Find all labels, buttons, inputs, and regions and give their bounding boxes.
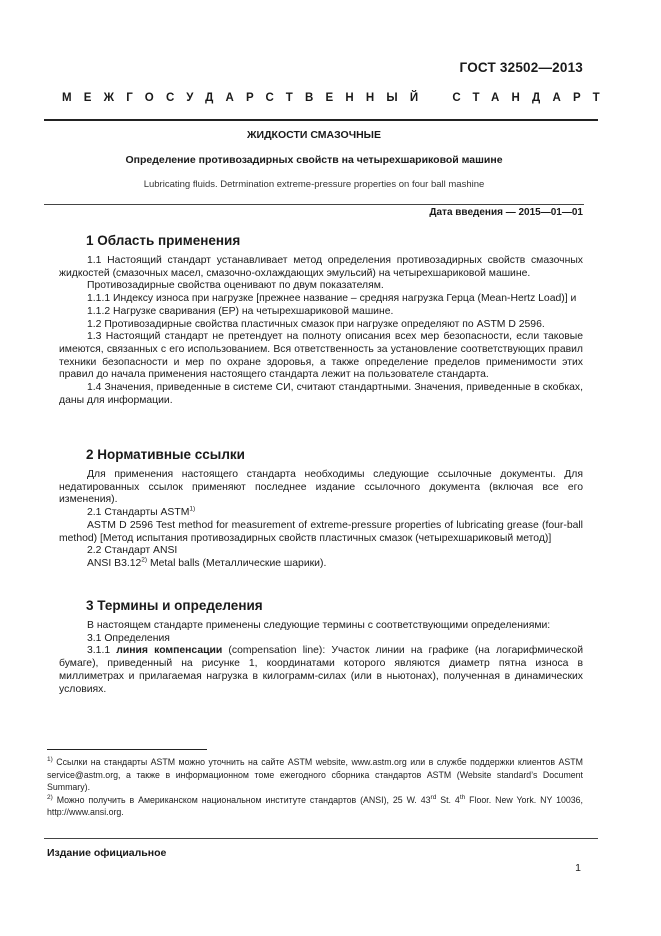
footnote-text: St. 4 — [436, 794, 460, 805]
paragraph: 1.4 Значения, приведенные в системе СИ, считают стандартными. Значения, приведенные в скобках, даны для информации. — [59, 382, 583, 406]
header-rule — [44, 119, 598, 121]
footnote-text: Можно получить в Американском национальном институте стандартов (ANSI), 25 W. 43 — [52, 794, 431, 805]
footnote-text: Ссылки на стандарты ASTM можно уточнить на сайте ASTM website, www.astm.org или в службе поддержки клиентов ASTM service@astm.org, а также в информационном томе ежегодного сборника стандартов ASTM (Website standard’s Document Summary). — [47, 757, 583, 793]
paragraph: Для применения настоящего стандарта необходимы следующие ссылочные документы. Для недатированных ссылок применяют последнее издание ссылочного документа (включая все его изменения). — [59, 469, 583, 506]
ordinal-suffix: rd — [430, 793, 437, 801]
footnote-ref: 2) — [141, 556, 148, 564]
paragraph — [59, 558, 583, 571]
official-edition-label: Издание официальное — [47, 847, 167, 859]
introduction-date: Дата введения — 2015—01—01 — [429, 207, 583, 218]
section-1-heading: 1 Область применения — [86, 233, 241, 248]
footnotes — [47, 756, 583, 819]
interstate-standard-label — [62, 92, 612, 104]
section-3-heading: 3 Термины и определения — [86, 598, 263, 613]
footnote-text: Floor. New York. NY 10036, http://www.ansi.org. — [47, 794, 583, 818]
paragraph: 1.1 Настоящий стандарт устанавливает метод определения противозадирных свойств смазочных жидкостей (смазочных масел, смазочно-охлаждающих эмульсий) на четырехшариковой машине. — [59, 255, 583, 279]
standard-number: ГОСТ 32502—2013 — [459, 60, 583, 75]
standard-word: СТАНДАРТ — [452, 92, 612, 104]
document-subtitle: Определение противозадирных свойств на четырехшариковой машине — [125, 154, 503, 166]
paragraph: 1.2 Противозадирные свойства пластичных смазок при нагрузке определяют по ASTM D 2596. — [87, 318, 545, 330]
term-name: линия компенсации — [116, 645, 223, 657]
document-title: ЖИДКОСТИ СМАЗОЧНЫЕ — [247, 129, 381, 141]
section-2-heading: 2 Нормативные ссылки — [86, 447, 245, 462]
paragraph: 1.1.1 Индексу износа при нагрузке [прежнее название – средняя нагрузка Герца (Mean-Hertz Load)] и — [87, 293, 577, 305]
date-rule — [44, 204, 584, 205]
ansi-ref: ANSI B3.12 — [87, 557, 142, 569]
page-number: 1 — [575, 862, 581, 874]
section-2-body — [59, 469, 583, 571]
footer-rule — [44, 838, 598, 839]
footnote-2 — [47, 794, 583, 819]
section-1-body — [59, 255, 583, 407]
paragraph — [59, 645, 583, 696]
paragraph: ASTM D 2596 Test method for measurement of extreme-pressure properties of lubricating grease (four-ball method) [Метод испытания противозадирных свойств пластичных смазок (четырехшариковый метод)] — [59, 519, 583, 544]
footnote-ref: 1) — [189, 505, 196, 513]
section-3-body — [59, 620, 583, 696]
paragraph: 1.1.2 Нагрузке сваривания (ЕР) на четырехшариковой машине. — [87, 305, 394, 317]
interstate-word: МЕЖГОСУДАРСТВЕННЫЙ — [62, 92, 431, 104]
ansi-ref-title: Metal balls (Металлические шарики). — [147, 557, 327, 569]
paragraph — [59, 507, 583, 520]
paragraph: 2.2 Стандарт ANSI — [87, 545, 178, 557]
term-definition: (compensation line): Участок линии на графике (на логарифмической бумаге), приведенный на рисунке 1, координатами которого являются диаметр пятна износа в миллиметрах и прилагаемая нагрузка в килограмм-силах (или в ньютонах), полученная в динамических условиях. — [59, 645, 583, 695]
footnote-mark: 2) — [47, 793, 53, 801]
footnote-mark: 1) — [47, 756, 53, 764]
paragraph: В настоящем стандарте применены следующие термины с соответствующими определениями: — [87, 620, 551, 631]
footnote-rule — [47, 749, 207, 750]
astm-standards-label: 2.1 Стандарты ASTM — [87, 507, 190, 519]
english-title: Lubricating fluids. Detrmination extreme-pressure properties on four ball mashine — [143, 179, 485, 190]
term-number: 3.1.1 — [87, 645, 117, 657]
footnote-1 — [47, 756, 583, 794]
paragraph: 1.3 Настоящий стандарт не претендует на полноту описания всех мер безопасности, если таковые имеются, связанных с его использованием. Вся ответственность за установление соответствующих правил техники безопасности и мер по охране здоровья, а также определение пределов применимости этих правил до начала применения настоящего стандарта лежит на пользователе стандарта. — [59, 331, 583, 381]
paragraph: 3.1 Определения — [87, 632, 170, 644]
paragraph: Противозадирные свойства оценивают по двум показателям. — [87, 280, 384, 292]
ordinal-suffix: th — [459, 793, 466, 801]
